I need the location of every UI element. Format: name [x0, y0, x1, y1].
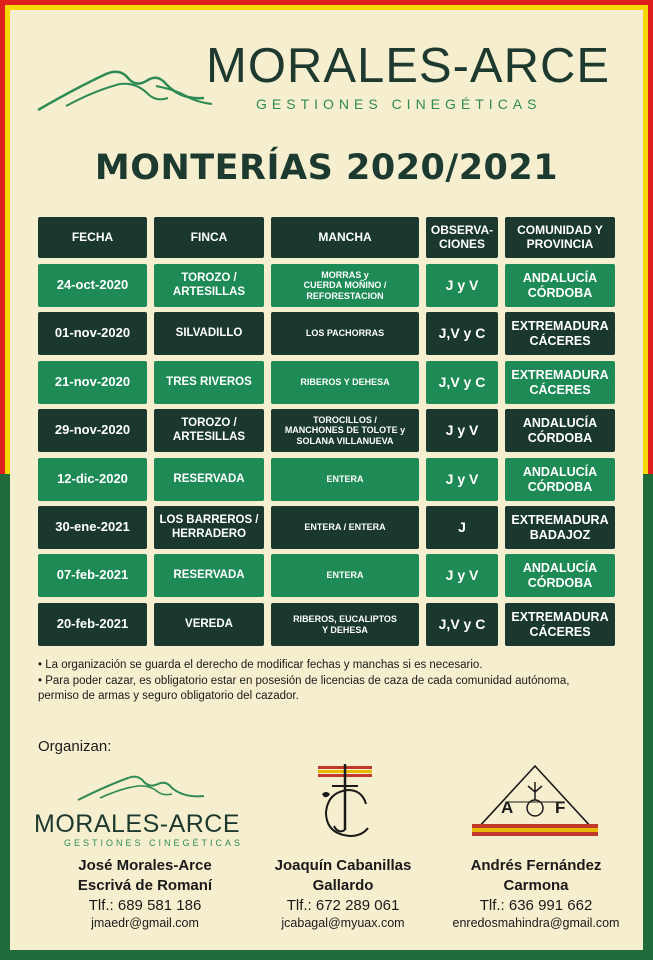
table-cell-finca [154, 506, 264, 549]
cell-text: J y V [445, 277, 479, 294]
table-cell-fecha [38, 554, 147, 597]
cell-text: ANDALUCÍA [522, 561, 598, 576]
table-cell-com [505, 603, 615, 646]
cell-text: LOS PACHORRAS [305, 328, 385, 339]
header-comunidad: COMUNIDAD Y PROVINCIA [505, 217, 615, 258]
table-cell-finca [154, 603, 264, 646]
table-cell-obs [426, 603, 498, 646]
organizan-label: Organizan: [38, 738, 112, 755]
organizer-email[interactable]: enredosmahindra@gmail.com [452, 916, 620, 930]
cell-text: 24-oct-2020 [56, 277, 129, 293]
table-cell-obs [426, 361, 498, 404]
table-cell-mancha [271, 264, 419, 307]
table-cell-finca [154, 312, 264, 355]
footer-brand-name: MORALES-ARCE [34, 810, 241, 838]
af-letter-f: F [555, 798, 566, 817]
cell-text: CÁCERES [529, 624, 591, 639]
cell-text: CÓRDOBA [527, 575, 593, 590]
table-cell-com [505, 458, 615, 501]
organizer-phone: Tlf.: 636 991 662 [479, 897, 593, 914]
table-cell-obs [426, 458, 498, 501]
organizer-name: Gallardo [312, 876, 374, 894]
table-cell-fecha [38, 409, 147, 452]
cell-text: J y V [445, 567, 479, 584]
organizer-phone: Tlf.: 689 581 186 [88, 897, 202, 914]
cell-text: 20-feb-2021 [56, 616, 129, 632]
table-cell-mancha [271, 458, 419, 501]
table-cell-finca [154, 554, 264, 597]
table-cell-com [505, 554, 615, 597]
table-cell-finca [154, 409, 264, 452]
cell-text: 12-dic-2020 [57, 471, 128, 487]
table-cell-fecha [38, 312, 147, 355]
table-cell-finca [154, 458, 264, 501]
cell-text: VEREDA [185, 617, 233, 630]
note-line: permiso de armas y seguro obligatorio del cazador. [38, 690, 299, 703]
cell-text: 30-ene-2021 [55, 519, 130, 535]
table-cell-fecha [38, 361, 147, 404]
cell-text: TRES RIVEROS [166, 375, 252, 388]
organizer-name: Andrés Fernández [470, 857, 602, 874]
organizer-name: José Morales-Arce [78, 857, 212, 874]
cell-text: ARTESILLAS [172, 430, 246, 443]
table-cell-fecha [38, 458, 147, 501]
cell-text: CUERDA MOÑINO / [303, 280, 387, 291]
header-fecha: FECHA [38, 217, 147, 258]
cell-text: LOS BARREROS / [159, 514, 259, 527]
table-cell-obs [426, 264, 498, 307]
table-cell-com [505, 264, 615, 307]
organizer-name: Carmona [503, 876, 569, 894]
table-cell-obs [426, 312, 498, 355]
brand-name: MORALES-ARCE [206, 39, 611, 93]
cell-text: ANDALUCÍA [522, 465, 598, 480]
page-title: MONTERÍAS 2020/2021 [94, 148, 559, 188]
organizer-phone: Tlf.: 672 289 061 [286, 897, 400, 914]
table-cell-com [505, 409, 615, 452]
table-cell-com [505, 506, 615, 549]
table-cell-mancha [271, 554, 419, 597]
cell-text: RESERVADA [173, 568, 245, 581]
header-finca: FINCA [154, 217, 264, 258]
cell-text: EXTREMADURA [511, 319, 609, 334]
cell-text: TOROZO / [181, 272, 237, 285]
header-observaciones: OBSERVA- CIONES [426, 217, 498, 258]
cell-text: CÁCERES [529, 333, 591, 348]
table-cell-fecha [38, 603, 147, 646]
table-cell-mancha [271, 361, 419, 404]
cell-text: MANCHONES DE TOLOTE y [284, 425, 406, 436]
cell-text: ENTERA / ENTERA [304, 522, 386, 533]
cell-text: HERRADERO [171, 527, 247, 540]
table-cell-com [505, 312, 615, 355]
cell-text: J y V [445, 422, 479, 439]
cell-text: CÓRDOBA [527, 285, 593, 300]
cell-text: ARTESILLAS [172, 285, 246, 298]
cell-text: 29-nov-2020 [54, 422, 131, 438]
cell-text: ENTERA [326, 570, 364, 581]
cell-text: 01-nov-2020 [54, 325, 131, 341]
cell-text: J y V [445, 471, 479, 488]
cell-text: RIBEROS, EUCALIPTOS [293, 614, 397, 625]
table-cell-mancha [271, 603, 419, 646]
table-cell-finca [154, 264, 264, 307]
cell-text: MORRAS y [321, 269, 369, 280]
organizer-name: Escrivá de Romaní [77, 876, 213, 894]
mountains-small-icon [76, 760, 226, 808]
cell-text: SOLANA VILLANUEVA [296, 435, 394, 446]
af-letter-a: A [501, 798, 514, 817]
cell-text: CÓRDOBA [527, 479, 593, 494]
header-mancha: MANCHA [271, 217, 419, 258]
table-cell-mancha [271, 312, 419, 355]
cell-text: ANDALUCÍA [522, 271, 598, 286]
cell-text: 07-feb-2021 [56, 567, 129, 583]
note-line: • La organización se guarda el derecho de modificar fechas y manchas si es necesario. [38, 659, 483, 671]
cell-text: BADAJOZ [529, 527, 591, 542]
table-cell-fecha [38, 506, 147, 549]
cell-text: CÁCERES [529, 382, 591, 397]
cell-text: Y DEHESA [322, 624, 368, 635]
cell-text: J,V y C [438, 374, 486, 391]
cell-text: J,V y C [438, 325, 486, 342]
organizer-email[interactable]: jcabagal@myuax.com [281, 916, 405, 930]
af-logo-icon [470, 762, 600, 842]
table-cell-obs [426, 506, 498, 549]
cell-text: ANDALUCÍA [522, 416, 598, 431]
cell-text: ENTERA [326, 474, 364, 485]
organizer-3 [420, 856, 652, 930]
table-cell-obs [426, 409, 498, 452]
table-cell-com [505, 361, 615, 404]
table-cell-obs [426, 554, 498, 597]
brand-tagline: GESTIONES CINEGÉTICAS [256, 96, 542, 112]
cell-text: 21-nov-2020 [54, 374, 131, 390]
note-line: • Para poder cazar, es obligatorio estar en posesión de licencias de caza de cada comunidad autónoma, [38, 674, 570, 687]
cell-text: J,V y C [438, 616, 486, 633]
jc-monogram-icon [312, 760, 378, 842]
cell-text: RESERVADA [173, 472, 245, 485]
footer-brand-tagline: GESTIONES CINEGÉTICAS [64, 838, 244, 848]
notes [38, 658, 628, 705]
table-cell-fecha [38, 264, 147, 307]
cell-text: EXTREMADURA [511, 610, 609, 625]
cell-text: EXTREMADURA [511, 368, 609, 383]
cell-text: EXTREMADURA [511, 513, 609, 528]
cell-text: TOROZO / [181, 417, 237, 430]
cell-text: CÓRDOBA [527, 430, 593, 445]
cell-text: J [458, 519, 466, 536]
table-cell-finca [154, 361, 264, 404]
cell-text: RIBEROS Y DEHESA [300, 377, 390, 388]
cell-text: SILVADILLO [175, 326, 243, 339]
organizer-email[interactable]: jmaedr@gmail.com [91, 916, 199, 930]
table-cell-mancha [271, 409, 419, 452]
cell-text: REFORESTACION [306, 290, 384, 301]
cell-text: TOROCILLOS / [313, 414, 377, 425]
organizer-name: Joaquín Cabanillas [274, 857, 412, 874]
table-cell-mancha [271, 506, 419, 549]
